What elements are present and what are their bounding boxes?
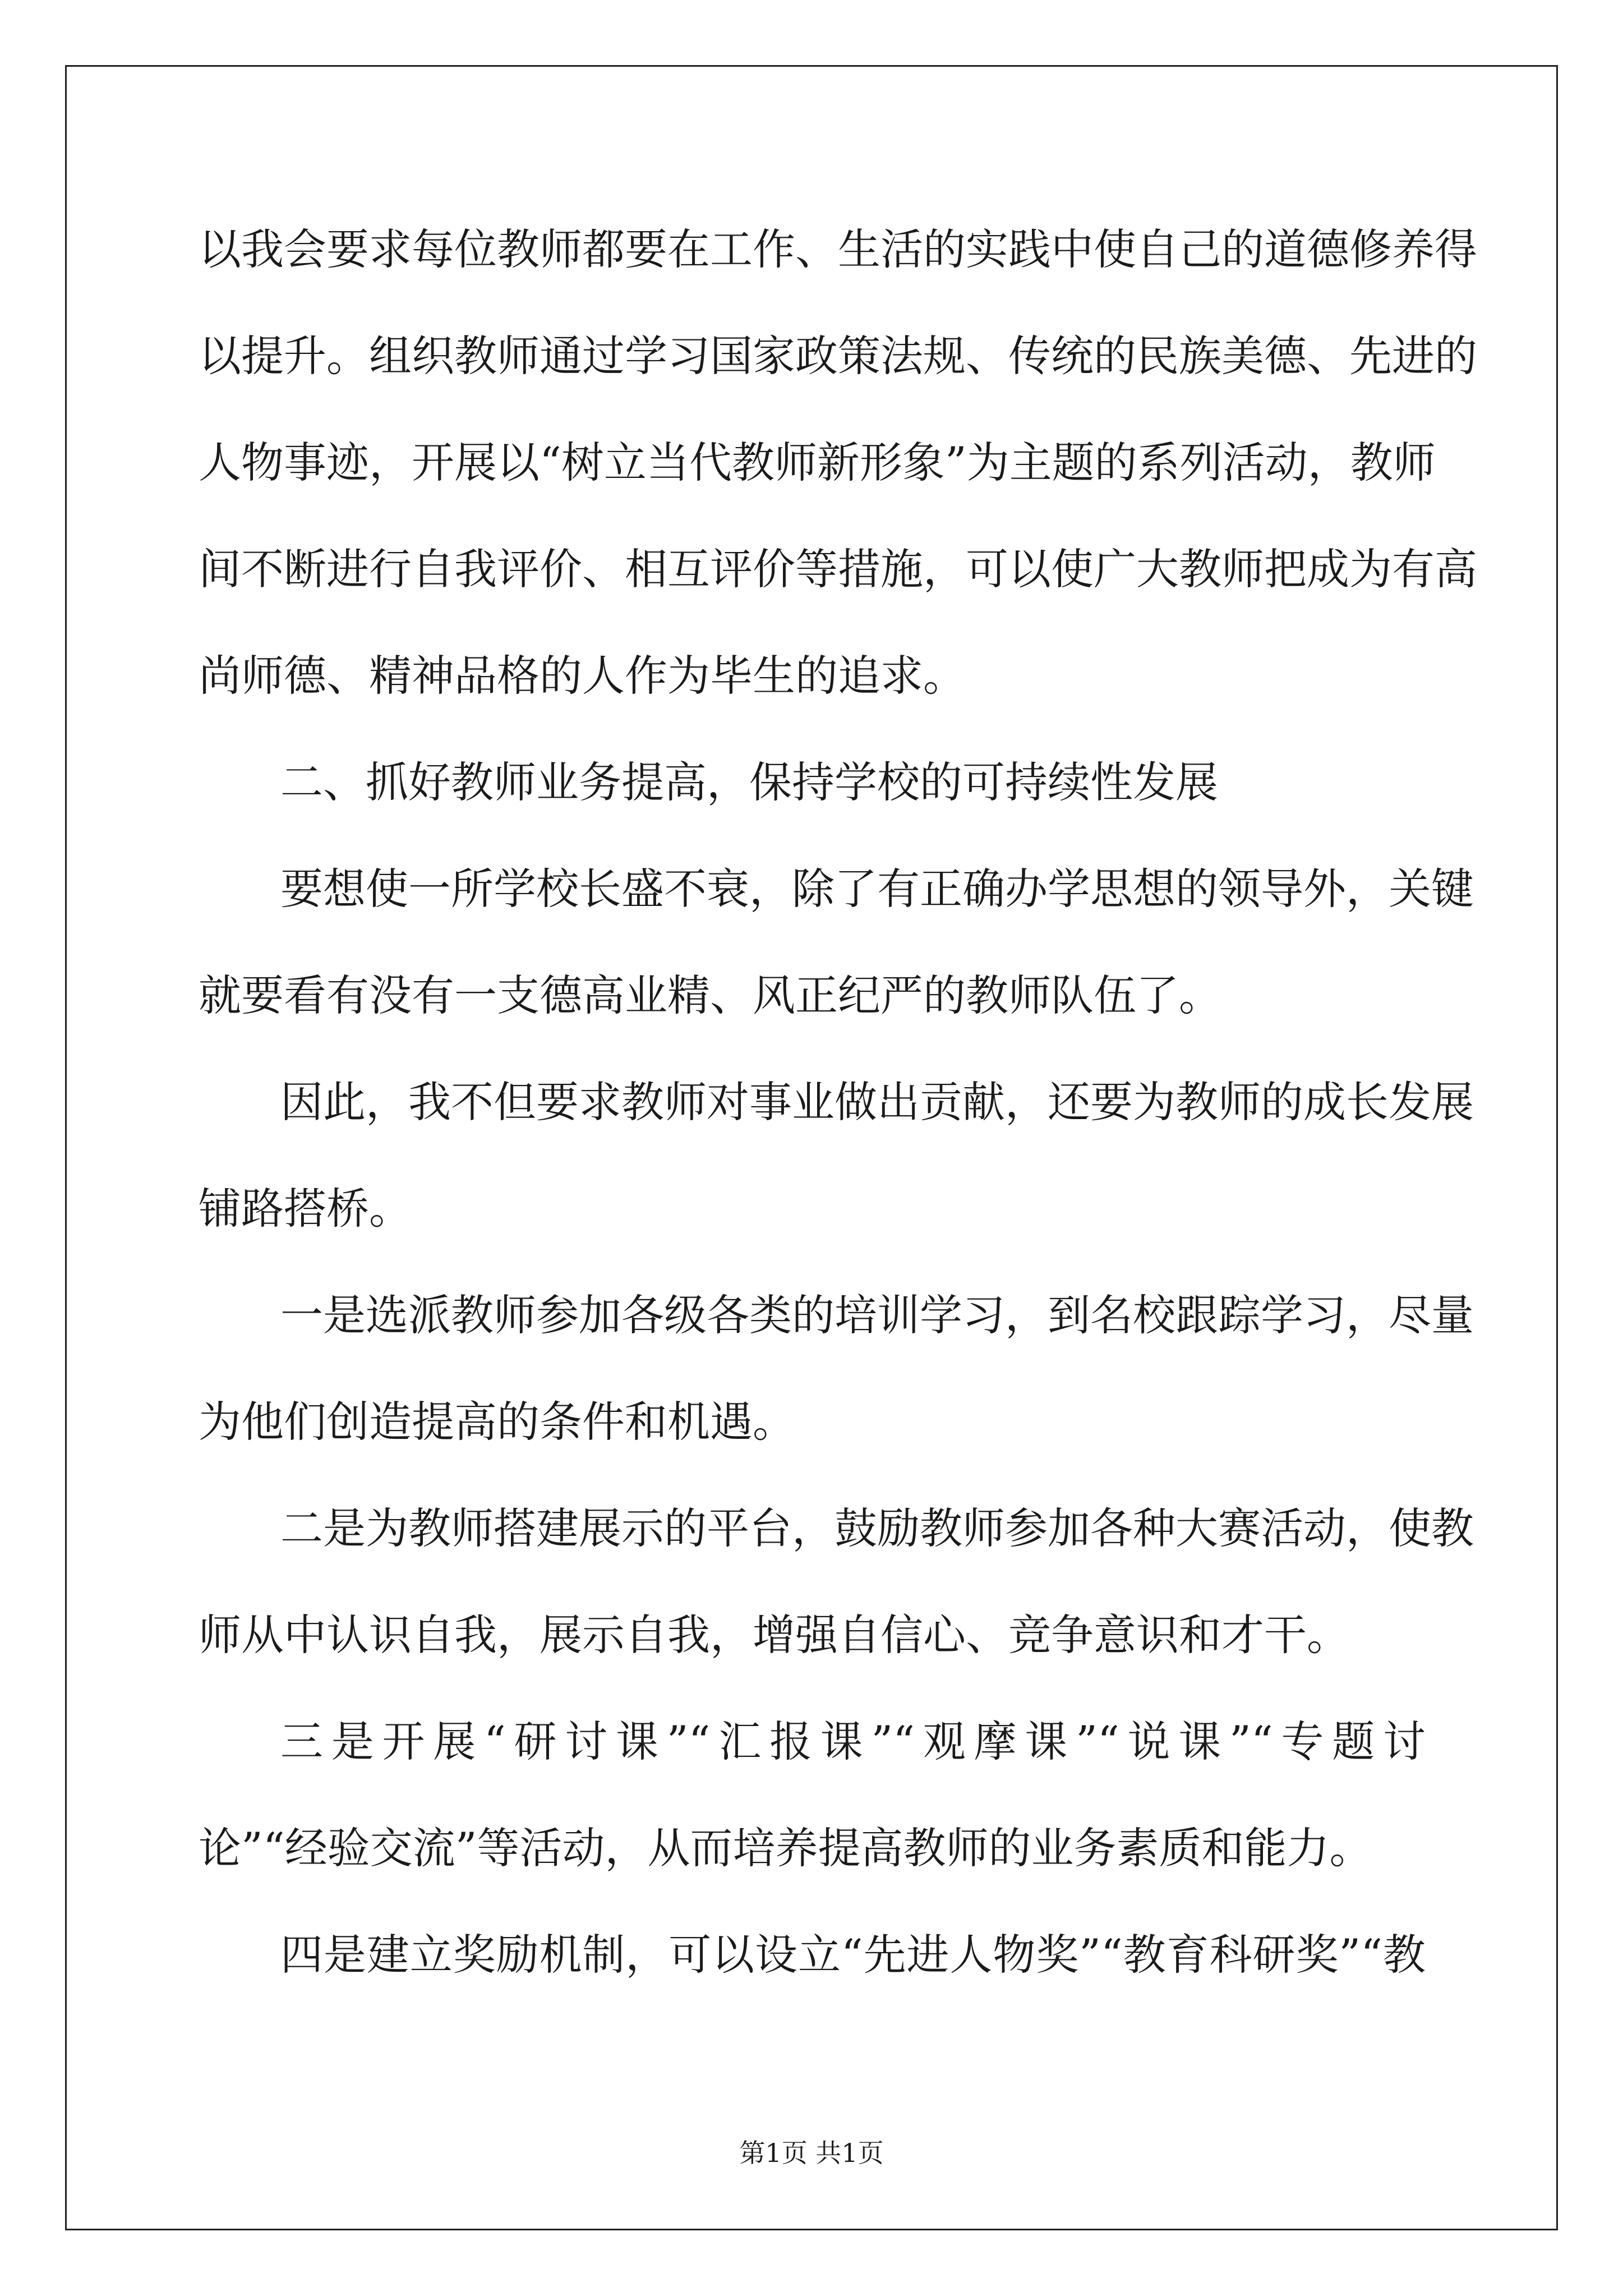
text-line: 就要看有没有一支德高业精、风正纪严的教师队伍了。 xyxy=(199,970,1221,1020)
text-line: 一是选派教师参加各级各类的培训学习，到名校跟踪学习，尽量 xyxy=(280,1290,1474,1340)
text-line: 以提升。组织教师通过学习国家政策法规、传统的民族美德、先进的 xyxy=(199,331,1477,381)
text-line: 二是为教师搭建展示的平台，鼓励教师参加各种大赛活动，使教 xyxy=(280,1503,1474,1553)
text-line: 间不断进行自我评价、相互评价等措施，可以使广大教师把成为有高 xyxy=(199,544,1477,594)
text-line: 以我会要求每位教师都要在工作、生活的实践中使自己的道德修养得 xyxy=(199,224,1477,274)
text-line: 铺路搭桥。 xyxy=(199,1184,412,1234)
text-line: 尚师德、精神品格的人作为毕生的追求。 xyxy=(199,651,966,701)
text-line: 要想使一所学校长盛不衰，除了有正确办学思想的领导外，关键 xyxy=(280,864,1474,914)
text-line: 四是建立奖励机制，可以设立“先进人物奖”“教育科研奖”“教 xyxy=(280,1930,1426,1980)
text-line: 三是开展“研讨课”“汇报课”“观摩课”“说课”“专题讨 xyxy=(280,1717,1426,1766)
text-line: 为他们创造提高的条件和机遇。 xyxy=(199,1397,795,1447)
text-line: 师从中认识自我，展示自我，增强自信心、竞争意识和才干。 xyxy=(199,1610,1349,1660)
text-line: 因此，我不但要求教师对事业做出贡献，还要为教师的成长发展 xyxy=(280,1077,1474,1127)
page-number-footer: 第1页 共1页 xyxy=(739,2138,884,2168)
text-line: 人物事迹，开展以“树立当代教师新形象”为主题的系列活动，教师 xyxy=(199,438,1436,487)
section-heading: 二、抓好教师业务提高，保持学校的可持续性发展 xyxy=(280,757,1218,807)
document-body xyxy=(199,196,1477,2008)
text-line: 论”“经验交流”等活动，从而培养提高教师的业务素质和能力。 xyxy=(199,1823,1372,1873)
